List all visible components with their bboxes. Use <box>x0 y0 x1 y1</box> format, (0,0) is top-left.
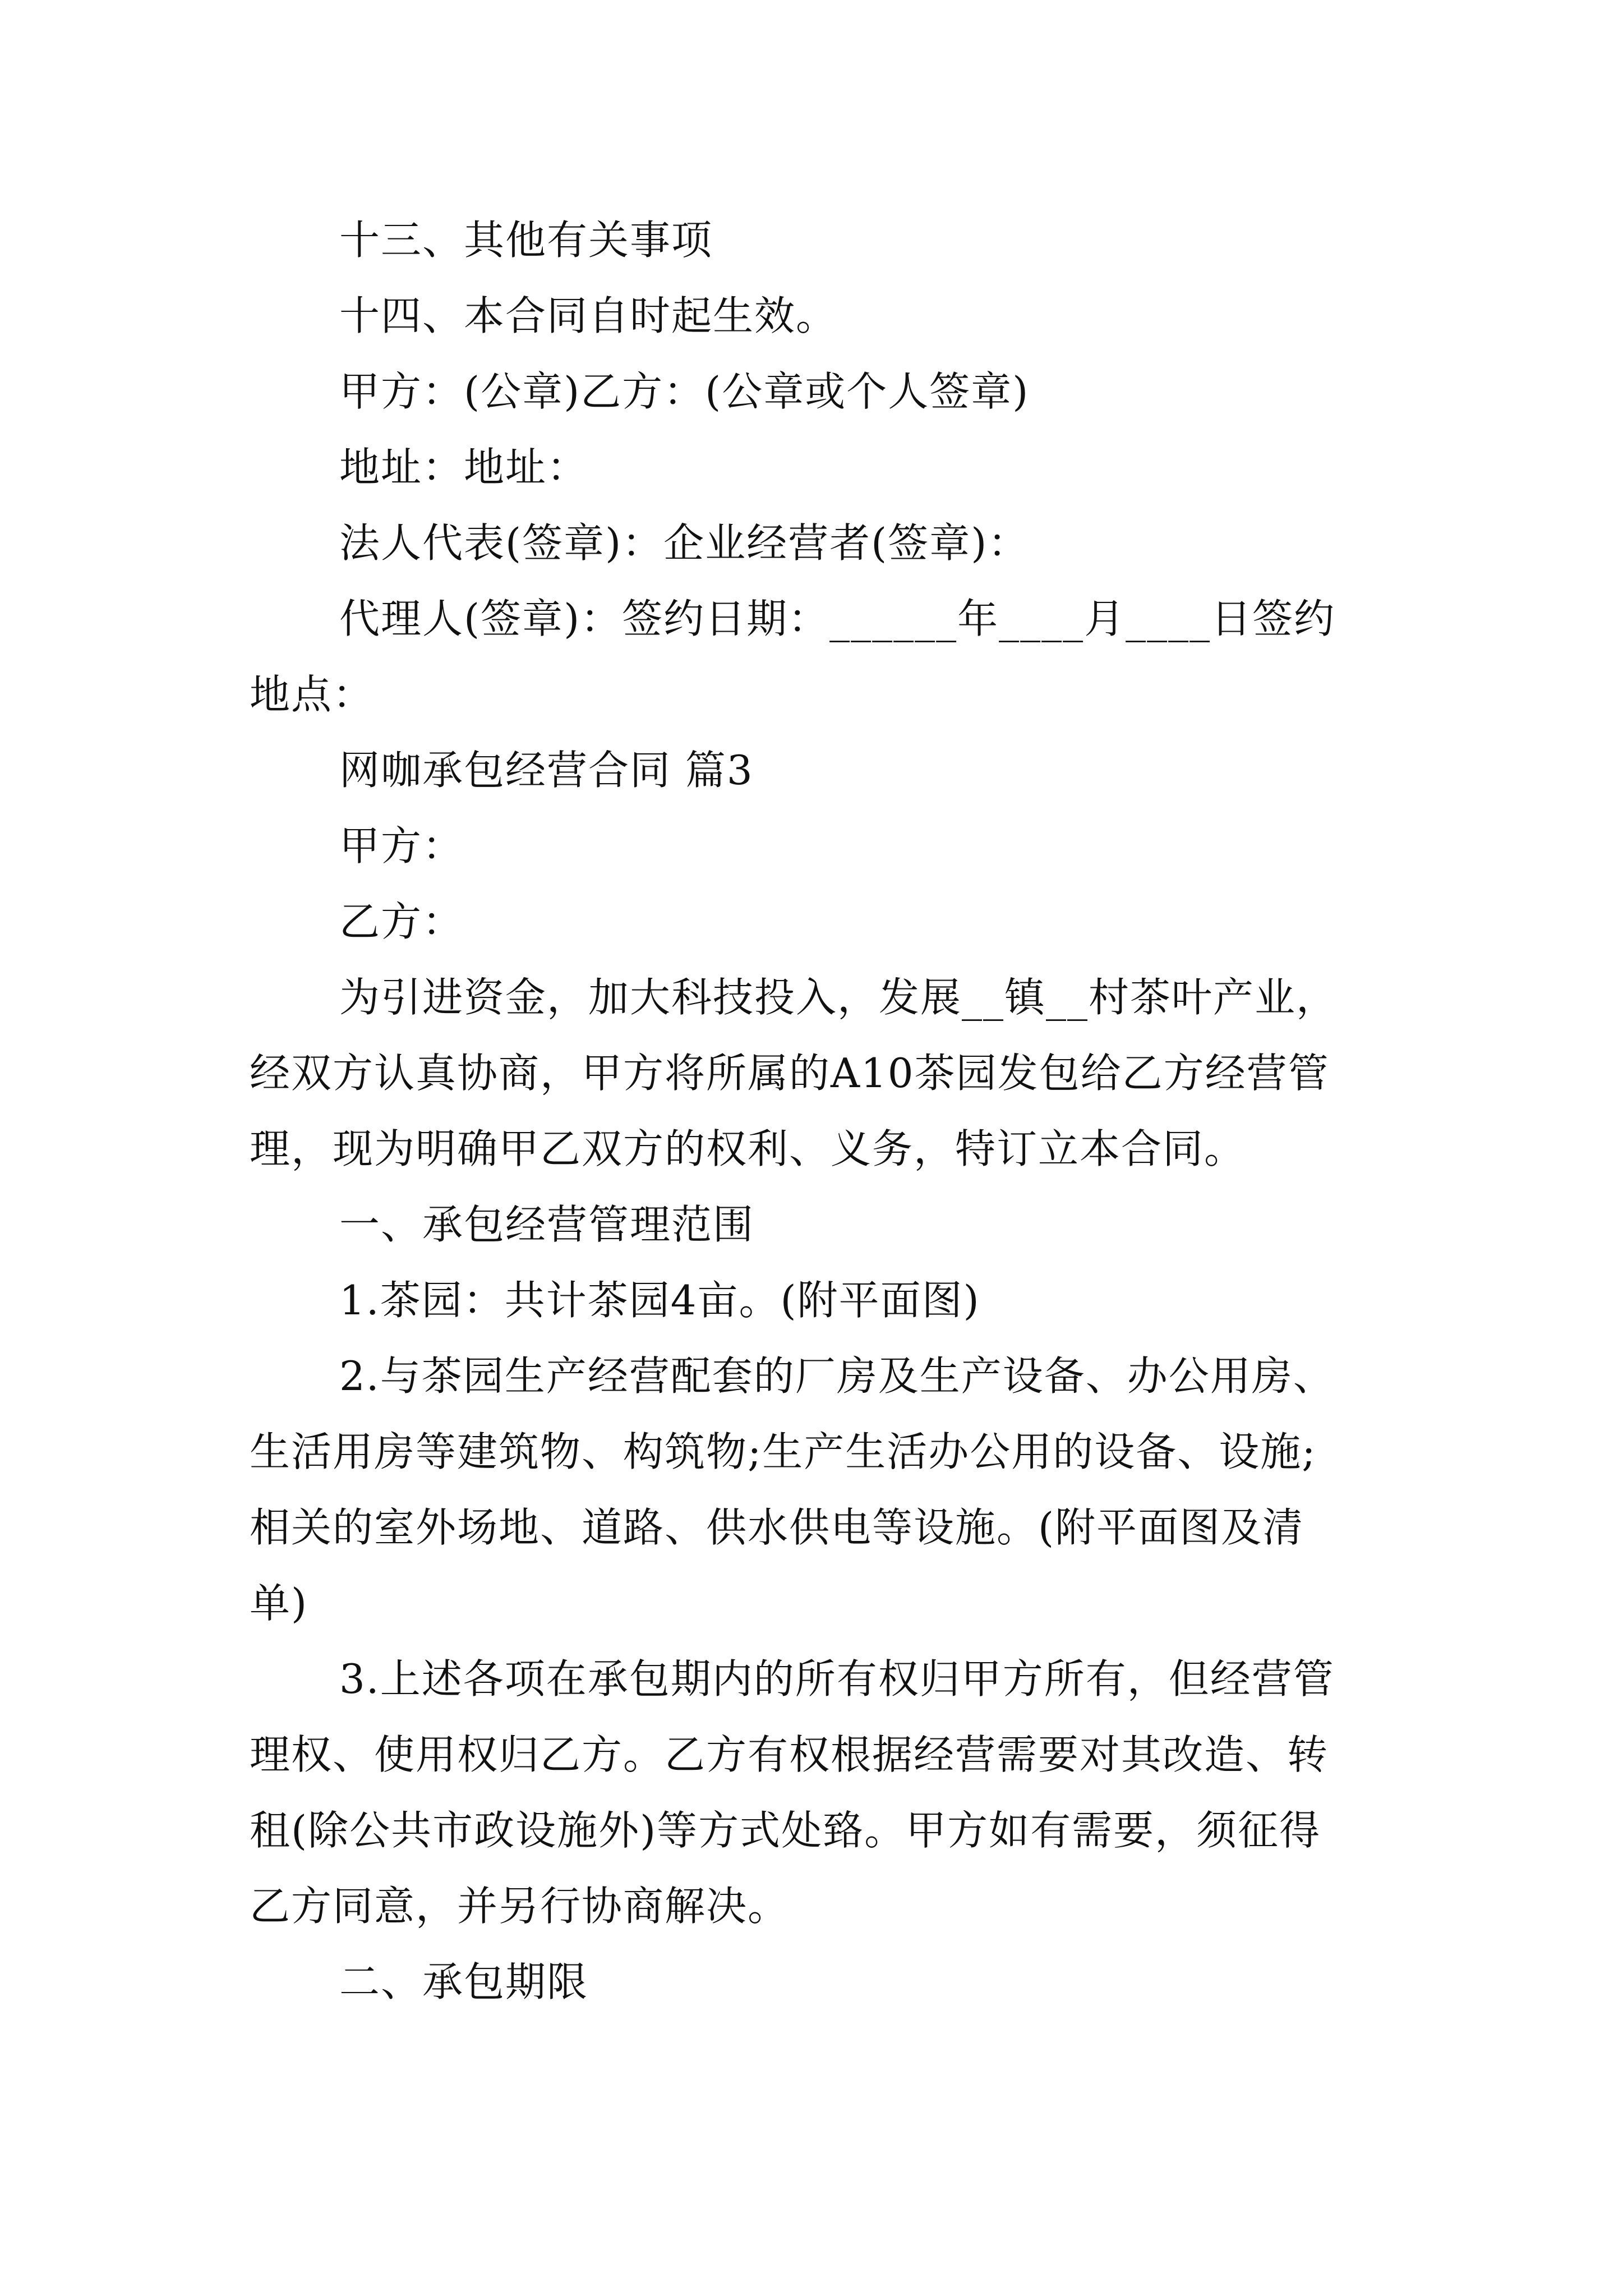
intro-paragraph-line-2: 经双方认真协商，甲方将所属的A10茶园发包给乙方经营管 <box>250 1050 1330 1097</box>
section-14-text: 十四、本合同自时起生效。 <box>339 292 838 339</box>
clause-1-2-line-1: 2.与茶园生产经营配套的厂房及生产设备、办公用房、 <box>339 1352 1335 1400</box>
party-b-line: 乙方： <box>339 898 464 945</box>
clause-1-1: 1.茶园：共计茶园4亩。(附平面图) <box>339 1277 980 1324</box>
address-line: 地址：地址： <box>339 444 589 491</box>
clause-1-2-line-4: 单) <box>250 1580 308 1627</box>
section-1-heading: 一、承包经营管理范围 <box>339 1201 755 1248</box>
agent-date-line: 代理人(签章)：签约日期：______年____月____日签约 <box>339 595 1336 642</box>
clause-1-3-line-4: 乙方同意，并另行协商解决。 <box>250 1883 790 1930</box>
legal-representative-line: 法人代表(签章)：企业经营者(签章)： <box>339 519 1030 567</box>
clause-1-3-line-1: 3.上述各项在承包期内的所有权归甲方所有，但经营管 <box>339 1655 1335 1703</box>
signing-location-line: 地点： <box>250 671 375 718</box>
clause-1-3-line-2: 理权、使用权归乙方。乙方有权根据经营需要对其改造、转 <box>250 1731 1329 1778</box>
party-seal-line: 甲方：(公章)乙方：(公章或个人签章) <box>339 368 1030 415</box>
intro-paragraph-line-3: 理，现为明确甲乙双方的权利、义务，特订立本合同。 <box>250 1125 1246 1172</box>
section-2-heading: 二、承包期限 <box>339 1958 589 2005</box>
clause-1-2-line-2: 生活用房等建筑物、构筑物;生产生活办公用的设备、设施; <box>250 1428 1317 1475</box>
contract-title: 网咖承包经营合同 篇3 <box>339 747 754 794</box>
clause-1-2-line-3: 相关的室外场地、道路、供水供电等设施。(附平面图及清 <box>250 1504 1304 1551</box>
party-a-line: 甲方： <box>339 822 464 869</box>
intro-paragraph-line-1: 为引进资金，加大科技投入，发展__镇__村茶叶产业， <box>339 974 1338 1021</box>
section-13-heading: 十三、其他有关事项 <box>339 217 713 264</box>
clause-1-3-line-3: 租(除公共市政设施外)等方式处臵。甲方如有需要，须征得 <box>250 1807 1321 1854</box>
